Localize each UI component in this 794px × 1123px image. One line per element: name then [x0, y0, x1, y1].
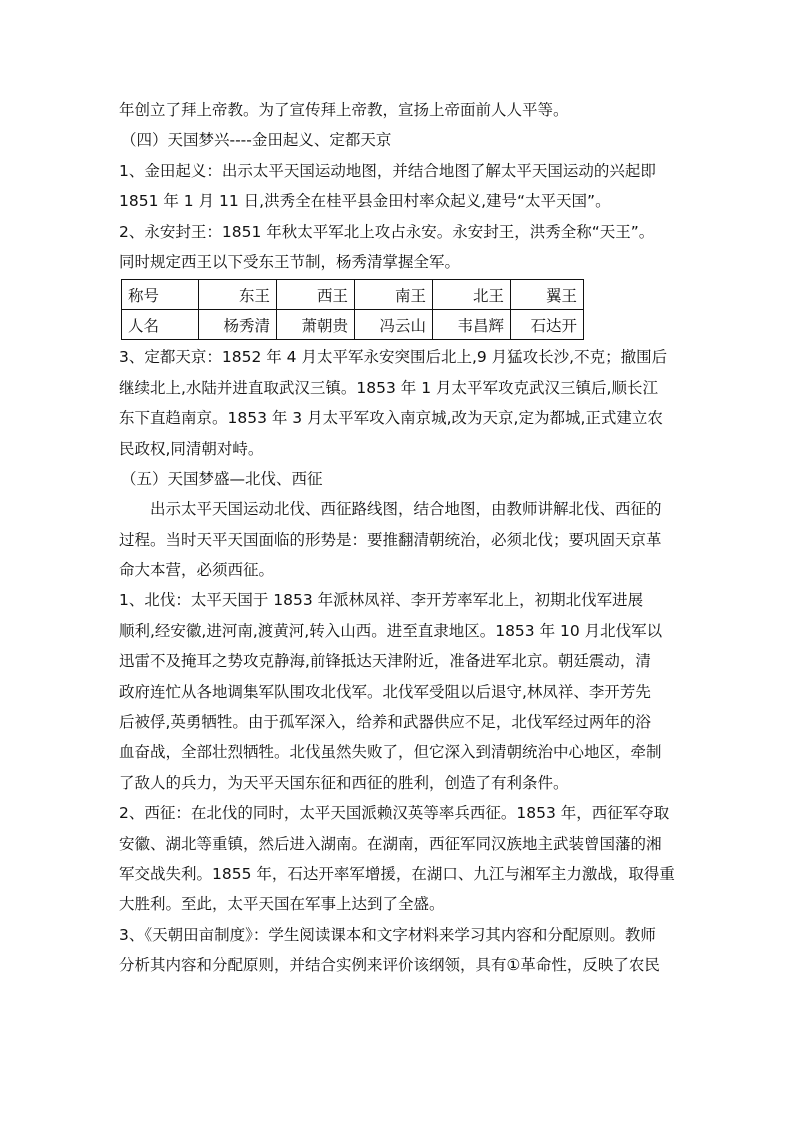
- paragraph-line: 分析其内容和分配原则，并结合实例来评价该纲领，具有①革命性，反映了农民: [119, 956, 660, 975]
- paragraph-line: 3、定都天京：1852 年 4 月太平军永安突围后北上,9 月猛攻长沙,不克；撤围后: [119, 348, 668, 367]
- paragraph-line: 军交战失利。1855 年，石达开率军增援，在湖口、九江与湘军主力激战，取得重: [119, 864, 675, 883]
- paragraph-line: 1、金田起义：出示太平天国运动地图，并结合地图了解太平天国运动的兴起即: [119, 161, 656, 180]
- paragraph-line: 3、《天朝田亩制度》：学生阅读课本和文字材料来学习其内容和分配原则。教师: [119, 925, 656, 944]
- table-cell: 冯云山: [355, 310, 433, 340]
- paragraph-line: 大胜利。至此，太平天国在军事上达到了全盛。: [119, 895, 445, 914]
- kings-table: [121, 279, 584, 340]
- paragraph-line: 1851 年 1 月 11 日,洪秀全在桂平县金田村率众起义,建号“太平天国”。: [119, 192, 611, 211]
- table-row: [122, 310, 584, 340]
- table-cell: 南王: [355, 280, 433, 310]
- table-cell: 石达开: [511, 310, 584, 340]
- paragraph-line: 迅雷不及掩耳之势攻克静海,前锋抵达天津附近，准备进军北京。朝廷震动，清: [119, 652, 651, 671]
- paragraph-line: 2、永安封王：1851 年秋太平军北上攻占永安。永安封王，洪秀全称“天王”。: [119, 222, 655, 241]
- section-heading: （五）天国梦盛—北伐、西征: [121, 469, 323, 488]
- paragraph-line: 血奋战，全部壮烈牺牲。北伐虽然失败了，但它深入到清朝统治中心地区，牵制: [119, 743, 662, 762]
- section-heading: （四）天国梦兴----金田起义、定都天京: [121, 131, 392, 150]
- paragraph-line: 安徽、湖北等重镇，然后进入湖南。在湖南，西征军同汉族地主武装曾国藩的湘: [119, 834, 662, 853]
- paragraph-line: 过程。当时天平天国面临的形势是：要推翻清朝统治，必须北伐；要巩固天京革: [119, 530, 662, 549]
- table-cell: 杨秀清: [199, 310, 277, 340]
- paragraph-line: 命大本营，必须西征。: [119, 561, 275, 580]
- table-cell: 称号: [122, 280, 199, 310]
- table-cell: 韦昌辉: [433, 310, 511, 340]
- table-cell: 萧朝贵: [277, 310, 355, 340]
- paragraph-line: 年创立了拜上帝教。为了宣传拜上帝教，宣扬上帝面前人人平等。: [119, 101, 569, 119]
- paragraph-line: 继续北上,水陆并进直取武汉三镇。1853 年 1 月太平军攻克武汉三镇后,顺长江: [119, 378, 658, 397]
- paragraph-line: 顺利,经安徽,进河南,渡黄河,转入山西。进至直隶地区。1853 年 10 月北伐军以: [119, 621, 663, 640]
- paragraph-line: 同时规定西王以下受东王节制，杨秀清掌握全军。: [119, 252, 461, 271]
- paragraph-line: 东下直趋南京。1853 年 3 月太平军攻入南京城,改为天京,定为都城,正式建立农: [119, 409, 663, 428]
- table-cell: 人名: [122, 310, 199, 340]
- paragraph-line: 2、西征：在北伐的同时，太平天国派赖汉英等率兵西征。1853 年，西征军夺取: [119, 804, 670, 823]
- table-cell: 东王: [199, 280, 277, 310]
- paragraph-line: 后被俘,英勇牺牲。由于孤军深入，给养和武器供应不足，北伐军经过两年的浴: [119, 713, 651, 732]
- table-cell: 翼王: [511, 280, 584, 310]
- table-cell: 西王: [277, 280, 355, 310]
- paragraph-line: 了敌人的兵力，为天平天国东征和西征的胜利，创造了有利条件。: [119, 773, 569, 792]
- paragraph-line: 1、北伐：太平天国于 1853 年派林凤祥、李开芳率军北上，初期北伐军进展: [119, 591, 644, 610]
- table-row: [122, 280, 584, 310]
- paragraph-line: 政府连忙从各地调集军队围攻北伐军。北伐军受阻以后退守,林凤祥、李开芳先: [119, 682, 651, 701]
- table-cell: 北王: [433, 280, 511, 310]
- paragraph-line: 出示太平天国运动北伐、西征路线图，结合地图，由教师讲解北伐、西征的: [150, 500, 662, 519]
- document-page: [119, 95, 679, 981]
- paragraph-line: 民政权,同清朝对峙。: [119, 439, 264, 458]
